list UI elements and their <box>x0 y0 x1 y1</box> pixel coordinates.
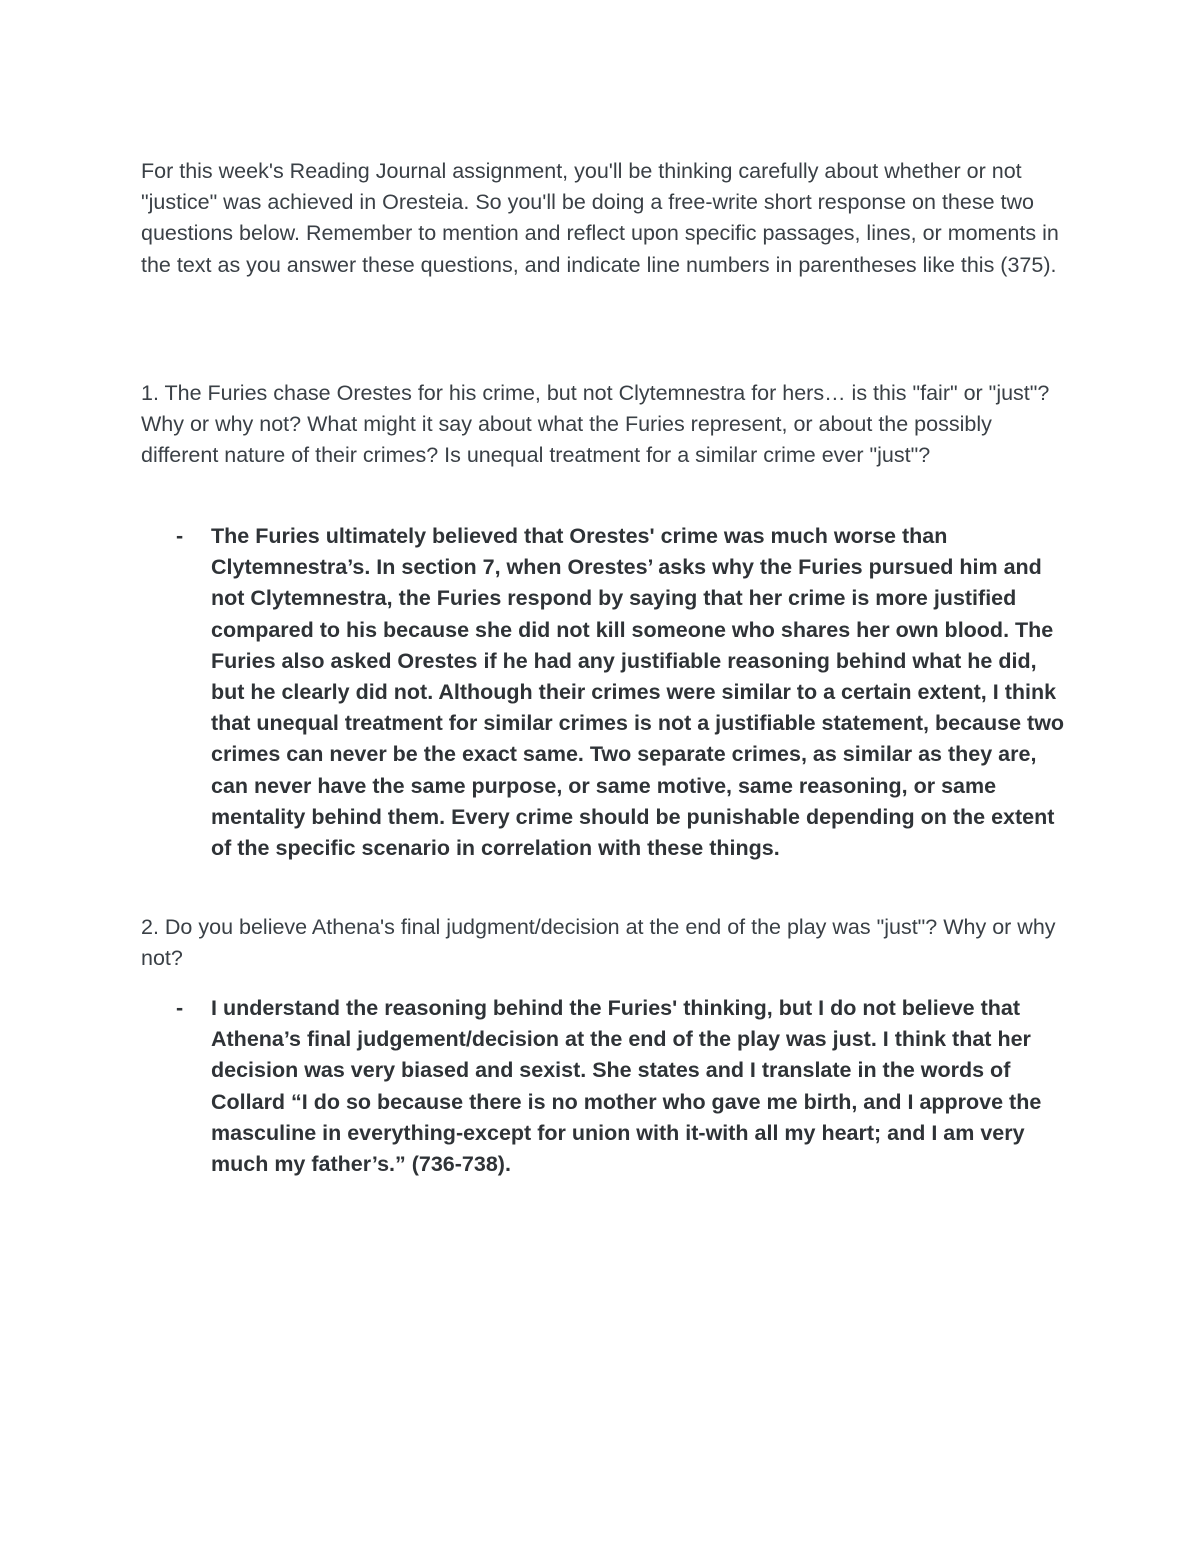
question-1-prompt: 1. The Furies chase Orestes for his crime, but not Clytemnestra for hers… is this "fair" or "just"? Why or why not? What might it say about what the Furies represent, or about the possibly different nature of their crimes? Is unequal treatment for a similar crime ever "just"? <box>141 381 1050 468</box>
answer-1-bullet: - <box>176 524 184 548</box>
question-2-prompt: 2. Do you believe Athena's final judgment/decision at the end of the play was "just"? Why or why not? <box>141 915 1056 971</box>
answer-1-text: The Furies ultimately believed that Orestes' crime was much worse than Clytemnestra’s. In section 7, when Orestes’ asks why the Furies pursued him and not Clytemnestra, the Furies respond by saying that her crime is more justified compared to his because she did not kill someone who shares her own blood. The Furies also asked Orestes if he had any justifiable reasoning behind what he did, but he clearly did not. Although their crimes were similar to a certain extent, I think that unequal treatment for similar crimes is not a justifiable statement, because two crimes can never be the exact same. Two separate crimes, as similar as they are, can never have the same purpose, or same motive, same reasoning, or same mentality behind them. Every crime should be punishable depending on the extent of the specific scenario in correlation with these things. <box>211 524 1065 861</box>
answer-2-bullet: - <box>176 996 184 1020</box>
assignment-intro: For this week's Reading Journal assignment, you'll be thinking carefully about whether or not "justice" was achieved in Oresteia. So you'll be doing a free-write short response on these two questions below. Remember to mention and reflect upon specific passages, lines, or moments in the text as you answer these questions, and indicate line numbers in parentheses like this (375). <box>141 159 1059 277</box>
answer-2-text: I understand the reasoning behind the Furies' thinking, but I do not believe that Athena’s final judgement/decision at the end of the play was just. I think that her decision was very biased and sexist. She states and I translate in the words of Collard “I do so because there is no mother who gave me birth, and I approve the masculine in everything-except for union with it-with all my heart; and I am very much my father’s.” (736-738). <box>211 996 1042 1177</box>
